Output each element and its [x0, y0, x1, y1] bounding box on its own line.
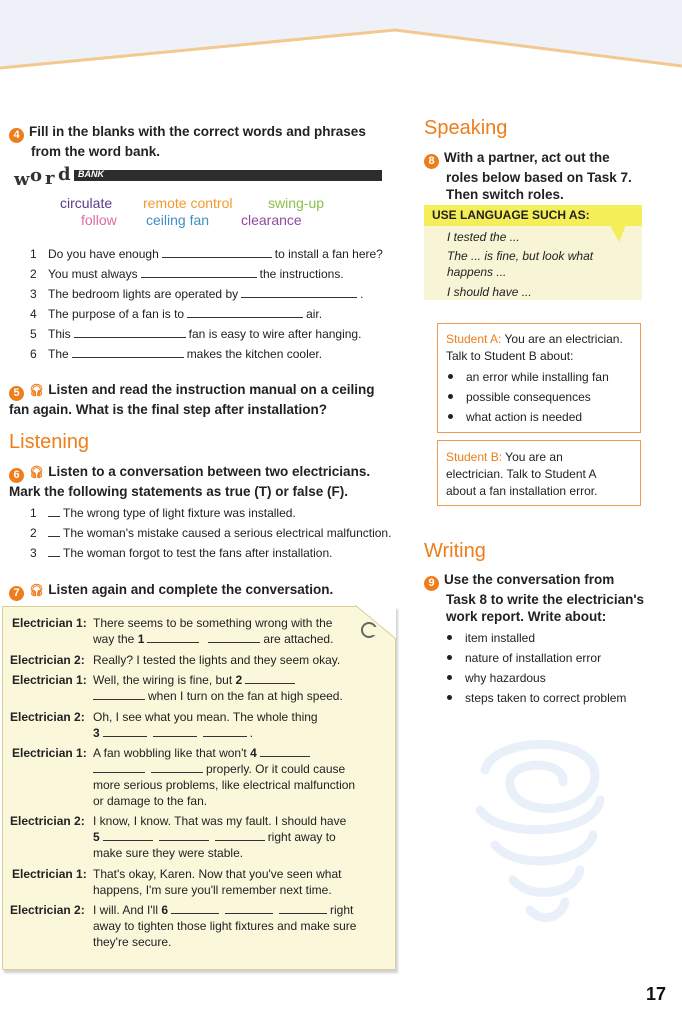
- bullet-text: item installed: [465, 631, 536, 645]
- fill-item-text-after: air.: [306, 307, 323, 321]
- answer-blank[interactable]: [187, 307, 303, 318]
- conversation-line: Oh, I see what you mean. The whole thing: [93, 710, 318, 724]
- blank-number: 3: [93, 726, 100, 740]
- student-b-line-1: [446, 449, 563, 466]
- conversation-line: [93, 745, 313, 761]
- fill-item-text-after: makes the kitchen cooler.: [186, 347, 323, 361]
- answer-blank[interactable]: [147, 632, 199, 643]
- task-number-badge: 7: [9, 586, 24, 601]
- writing-bullet: [447, 631, 535, 645]
- conversation-text: right: [330, 903, 354, 917]
- fill-item: [30, 307, 322, 321]
- speech-pointer-icon: [610, 225, 626, 243]
- tf-item-text: The woman's mistake caused a serious electrical malfunction.: [63, 526, 392, 540]
- answer-blank[interactable]: [159, 830, 209, 841]
- conversation-line: [93, 829, 336, 845]
- fill-item-text-before: Do you have enough: [48, 247, 159, 261]
- bullet-text: steps taken to correct problem: [465, 691, 627, 705]
- speaker-label: Electrician 1:: [12, 616, 87, 630]
- conversation-line: I know, I know. That was my fault. I should have: [93, 814, 347, 828]
- writing-bullet: [447, 671, 546, 685]
- student-a-label: Student A:: [446, 332, 502, 346]
- fill-item-text-after: fan is easy to wire after hanging.: [188, 327, 362, 341]
- tf-answer-blank[interactable]: [48, 506, 60, 517]
- conversation-line: Really? I tested the lights and they seem okay.: [93, 653, 341, 667]
- conversation-line: There seems to be something wrong with the: [93, 616, 333, 630]
- bullet-dot: [447, 675, 452, 680]
- tf-answer-blank[interactable]: [48, 526, 60, 537]
- word-bank-letter-r: r: [45, 168, 55, 189]
- speaker-label: Electrician 1:: [12, 746, 87, 760]
- bullet-text: an error while installing fan: [466, 370, 609, 384]
- task-8-line-2: roles below based on Task 7.: [446, 170, 632, 185]
- student-a-line-2: Talk to Student B about:: [446, 349, 574, 363]
- task-4-line-2: from the word bank.: [31, 144, 161, 159]
- bullet-dot: [448, 414, 453, 419]
- conversation-text: Well, the wiring is fine, but: [93, 673, 233, 687]
- task-9-instructions: [424, 571, 664, 625]
- bullet-dot: [448, 394, 453, 399]
- conversation-text: way the: [93, 632, 135, 646]
- bank-word: follow: [81, 212, 117, 228]
- answer-blank[interactable]: [72, 347, 184, 358]
- word-bank-letter-w: w: [14, 169, 30, 190]
- use-language-heading-text: USE LANGUAGE SUCH AS:: [432, 208, 590, 222]
- word-bank-label: BANK: [78, 169, 104, 179]
- answer-blank[interactable]: [103, 726, 147, 737]
- conversation-line: [93, 761, 345, 777]
- task-9-line-2: Task 8 to write the electrician's: [446, 592, 645, 607]
- speaker-label: Electrician 2:: [10, 710, 85, 724]
- answer-blank[interactable]: [245, 673, 295, 684]
- page-number: 17: [646, 984, 667, 1004]
- fill-item: [30, 267, 344, 281]
- student-b-line-2: electrician. Talk to Student A: [446, 467, 597, 481]
- conversation-line: [93, 688, 343, 704]
- section-heading-speaking: Speaking: [424, 117, 508, 139]
- fill-item-number: 4: [30, 307, 37, 321]
- conversation-text: right away to: [267, 830, 336, 844]
- conversation-line: That's okay, Karen. Now that you've seen what: [93, 867, 342, 881]
- student-a-line-1: [446, 331, 623, 348]
- bank-word: circulate: [60, 195, 113, 211]
- task-5-instructions: [9, 381, 399, 418]
- conversation-line: more serious problems, like electrical malfunction: [93, 778, 356, 792]
- fill-item-number: 2: [30, 267, 37, 281]
- speaker-label: Electrician 1:: [12, 673, 87, 687]
- task-5-line-1: Listen and read the instruction manual on a ceiling: [48, 382, 375, 397]
- use-language-phrase: The ... is fine, but look what: [447, 249, 594, 263]
- student-a-bullet: [448, 410, 582, 424]
- task-8-line-3: Then switch roles.: [446, 187, 564, 202]
- use-language-phrase: happens ...: [447, 265, 507, 279]
- fill-item: [30, 247, 383, 261]
- conversation-text: A fan wobbling like that won't: [93, 746, 247, 760]
- fill-item: [30, 347, 322, 361]
- headphones-icon: 🎧︎: [29, 583, 45, 597]
- true-false-item: [30, 526, 391, 540]
- headphones-icon: 🎧︎: [29, 465, 45, 479]
- task-4-line-1: Fill in the blanks with the correct words and phrases: [29, 124, 366, 139]
- conversation-line: make sure they were stable.: [93, 846, 244, 860]
- student-a-bullet: [448, 390, 591, 404]
- student-a-role: You are an electrician.: [504, 332, 623, 346]
- bullet-dot: [447, 655, 452, 660]
- task-4-instructions: [9, 123, 389, 160]
- use-language-phrase: I tested the ...: [447, 230, 520, 244]
- task-6-line-1: Listen to a conversation between two electricians.: [48, 464, 371, 479]
- page-curl-icon: [355, 605, 396, 639]
- conversation-text: .: [249, 726, 254, 740]
- bullet-dot: [447, 635, 452, 640]
- true-false-item: [30, 546, 332, 560]
- word-bank-bar: [74, 170, 382, 181]
- task-6-line-2: Mark the following statements as true (T) or false (F).: [9, 484, 349, 499]
- bullet-dot: [447, 695, 452, 700]
- fill-item-number: 1: [30, 247, 37, 261]
- student-a-bullet: [448, 370, 609, 384]
- fill-item: [30, 327, 361, 341]
- speaker-label: Electrician 2:: [10, 814, 85, 828]
- conversation-line: happens, I'm sure you'll remember next time.: [93, 883, 332, 897]
- conversation-text: are attached.: [263, 632, 334, 646]
- bank-word: ceiling fan: [146, 212, 210, 228]
- tf-answer-blank[interactable]: [48, 546, 60, 557]
- bullet-text: what action is needed: [466, 410, 583, 424]
- task-8-instructions: [424, 149, 654, 203]
- answer-blank[interactable]: [171, 903, 219, 914]
- conversation-line: they're secure.: [93, 935, 172, 949]
- conversation-line: [93, 631, 333, 647]
- task-7-line-1: Listen again and complete the conversation.: [48, 582, 334, 597]
- task-8-line-1: With a partner, act out the: [444, 150, 610, 165]
- fill-item-text-before: The bedroom lights are operated by: [48, 287, 239, 301]
- answer-blank[interactable]: [203, 726, 247, 737]
- fill-item-text-before: This: [48, 327, 71, 341]
- tf-item-number: 2: [30, 526, 37, 540]
- bullet-text: why hazardous: [465, 671, 546, 685]
- conversation-line: [93, 725, 253, 741]
- fill-item-text-after: the instructions.: [259, 267, 344, 281]
- tf-item-text: The wrong type of light fixture was installed.: [63, 506, 296, 520]
- task-9-line-3: work report. Write about:: [446, 609, 607, 624]
- tf-item-text: The woman forgot to test the fans after installation.: [63, 546, 333, 560]
- conversation-line: away to tighten those light fixtures and make sure: [93, 919, 357, 933]
- tf-item-number: 1: [30, 506, 37, 520]
- section-heading-writing: Writing: [424, 540, 486, 562]
- fill-item-text-after: to install a fan here?: [274, 247, 383, 261]
- bank-word: clearance: [241, 212, 302, 228]
- answer-blank[interactable]: [215, 830, 265, 841]
- page-header-band: [0, 0, 682, 75]
- use-language-heading: [424, 205, 642, 226]
- task-7-instructions: [9, 581, 399, 601]
- answer-blank[interactable]: [225, 903, 273, 914]
- task-number-badge: 9: [424, 576, 439, 591]
- task-number-badge: 6: [9, 468, 24, 483]
- conversation-text: properly. Or it could cause: [206, 762, 346, 776]
- task-number-badge: 5: [9, 386, 24, 401]
- task-6-instructions: [9, 463, 399, 500]
- bank-word: swing-up: [268, 195, 325, 211]
- speaker-label: Electrician 2:: [10, 653, 85, 667]
- true-false-item: [30, 506, 296, 520]
- conversation-line: [93, 902, 353, 918]
- task-9-line-1: Use the conversation from: [444, 572, 615, 587]
- bullet-dot: [448, 374, 453, 379]
- task-number-badge: 8: [424, 154, 439, 169]
- bank-word: remote control: [143, 195, 233, 211]
- fill-item: [30, 287, 363, 301]
- answer-blank[interactable]: [241, 287, 357, 298]
- answer-blank[interactable]: [74, 327, 186, 338]
- answer-blank[interactable]: [141, 267, 257, 278]
- student-b-line-3: about a fan installation error.: [446, 484, 598, 498]
- writing-bullet: [447, 691, 626, 705]
- fill-item-text-before: The: [48, 347, 69, 361]
- fill-item-number: 6: [30, 347, 37, 361]
- conversation-text: I will. And I'll: [93, 903, 158, 917]
- conversation-text: when I turn on the fan at high speed.: [148, 689, 343, 703]
- blank-number: 2: [235, 673, 243, 687]
- fill-item-number: 5: [30, 327, 37, 341]
- answer-blank[interactable]: [260, 746, 310, 757]
- conversation-line: or damage to the fan.: [93, 794, 208, 808]
- task-number-badge: 4: [9, 128, 24, 143]
- answer-blank[interactable]: [153, 726, 197, 737]
- swirl-watermark-icon: [455, 730, 625, 930]
- fill-item-text-before: The purpose of a fan is to: [48, 307, 185, 321]
- fill-item-number: 3: [30, 287, 37, 301]
- use-language-phrase: I should have ...: [447, 285, 532, 299]
- bullet-text: possible consequences: [466, 390, 591, 404]
- section-heading-listening: Listening: [9, 431, 90, 453]
- answer-blank[interactable]: [208, 632, 260, 643]
- speaker-label: Electrician 1:: [12, 867, 87, 881]
- answer-blank[interactable]: [93, 689, 145, 700]
- fill-item-text-before: You must always: [48, 267, 138, 281]
- blank-number: 1: [137, 632, 145, 646]
- answer-blank[interactable]: [162, 247, 272, 258]
- student-b-role: You are an: [505, 450, 563, 464]
- fill-item-text-after: .: [360, 287, 364, 301]
- answer-blank[interactable]: [93, 762, 145, 773]
- bullet-text: nature of installation error: [465, 651, 602, 665]
- writing-bullet: [447, 651, 601, 665]
- task-5-line-2: fan again. What is the final step after installation?: [9, 402, 328, 417]
- word-bank-logo: [12, 164, 382, 190]
- blank-number: 6: [161, 903, 169, 917]
- word-bank-letter-o: o: [30, 165, 43, 186]
- word-bank-letter-d: d: [58, 164, 71, 185]
- blank-number: 4: [250, 746, 257, 760]
- conversation-line: [93, 672, 298, 688]
- answer-blank[interactable]: [103, 830, 153, 841]
- tf-item-number: 3: [30, 546, 37, 560]
- blank-number: 5: [93, 830, 100, 844]
- student-b-label: Student B:: [446, 450, 503, 464]
- headphones-icon: 🎧︎: [29, 383, 45, 397]
- answer-blank[interactable]: [151, 762, 203, 773]
- answer-blank[interactable]: [279, 903, 327, 914]
- speaker-label: Electrician 2:: [10, 903, 85, 917]
